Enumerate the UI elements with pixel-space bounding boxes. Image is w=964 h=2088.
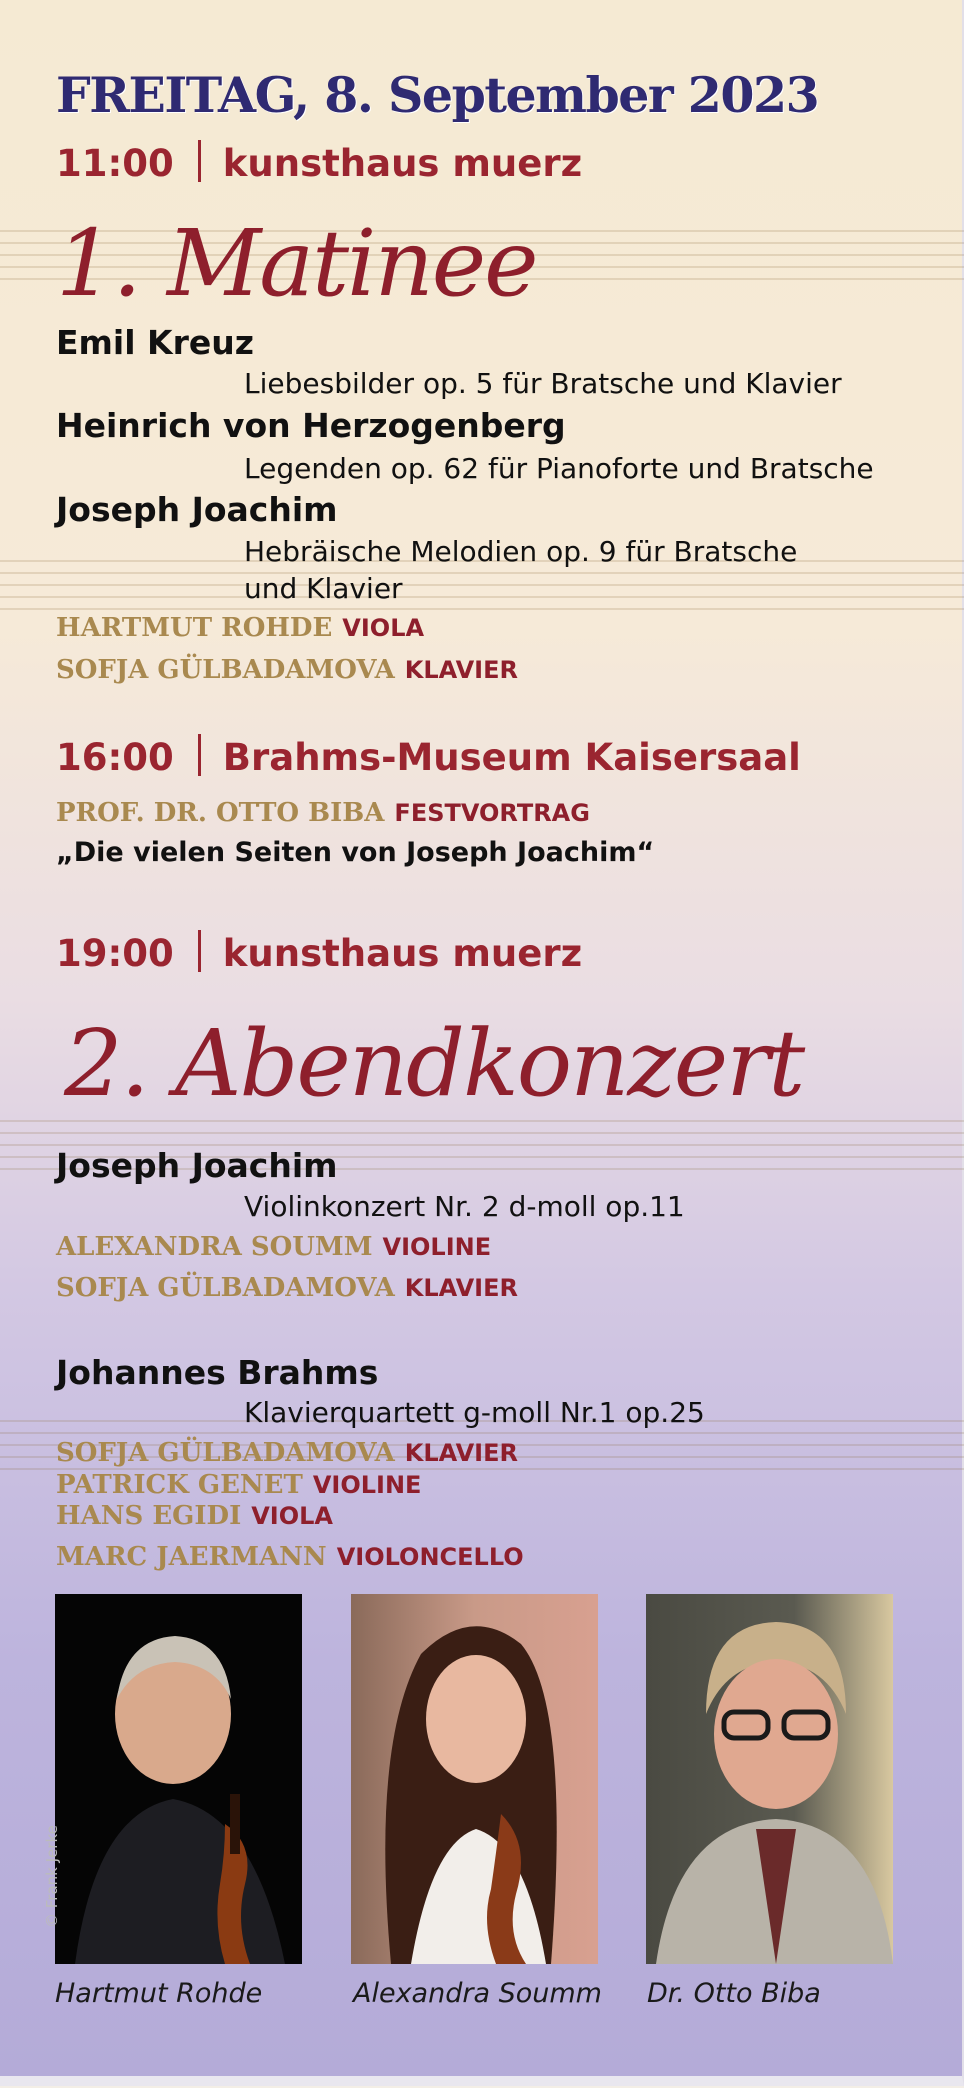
slot2-time: 16:00	[56, 736, 174, 779]
work-title: Legenden op. 62 für Pianoforte und Bratsche	[244, 452, 874, 485]
slot2-timeline	[56, 734, 801, 779]
performer-line	[56, 1470, 421, 1500]
portrait-illustration	[646, 1594, 893, 1964]
photo-otto-biba	[646, 1594, 893, 1964]
performer-instrument: VIOLINE	[312, 1471, 422, 1499]
lecture-speaker: PROF. DR. OTTO BIBA	[56, 798, 385, 828]
performer-instrument: VIOLA	[342, 614, 425, 642]
separator	[198, 734, 201, 776]
work-title-continued: und Klavier	[244, 572, 403, 605]
composer-name: Emil Kreuz	[56, 323, 254, 362]
portrait-illustration	[351, 1594, 598, 1964]
photo-caption: Dr. Otto Biba	[647, 1978, 821, 2009]
performer-line	[56, 1501, 333, 1531]
performer-line	[56, 1542, 524, 1572]
performer-line	[56, 613, 424, 643]
matinee-title: 1. Matinee	[56, 210, 537, 317]
performer-instrument: VIOLA	[251, 1502, 334, 1530]
performer-name: ALEXANDRA SOUMM	[56, 1232, 373, 1262]
slot3-venue: kunsthaus muerz	[222, 932, 583, 975]
slot3-time: 19:00	[56, 932, 174, 975]
composer-name: Joseph Joachim	[56, 1146, 338, 1185]
photo-credit: © Frank Jerke	[43, 1825, 61, 1928]
performer-name: SOFJA GÜLBADAMOVA	[56, 1438, 395, 1468]
performer-instrument: KLAVIER	[404, 1439, 518, 1467]
evening-concert-title: 2. Abendkonzert	[64, 1010, 804, 1117]
work-title: Hebräische Melodien op. 9 für Bratsche	[244, 535, 798, 568]
performer-line	[56, 1273, 518, 1303]
performer-name: SOFJA GÜLBADAMOVA	[56, 655, 395, 685]
performer-name: SOFJA GÜLBADAMOVA	[56, 1273, 395, 1303]
photo-caption: Alexandra Soumm	[353, 1978, 602, 2009]
slot1-timeline	[56, 140, 582, 185]
performer-line	[56, 1438, 518, 1468]
performer-instrument: KLAVIER	[404, 1274, 518, 1302]
work-title: Klavierquartett g-moll Nr.1 op.25	[244, 1396, 705, 1429]
photo-alexandra-soumm	[351, 1594, 598, 1964]
performer-name: HANS EGIDI	[56, 1501, 242, 1531]
event-date-heading: FREITAG, 8. September 2023	[56, 66, 819, 124]
music-staff-decoration	[0, 560, 964, 620]
slot2-venue: Brahms-Museum Kaisersaal	[222, 736, 801, 779]
work-title: Liebesbilder op. 5 für Bratsche und Klavier	[244, 367, 842, 400]
portrait-illustration	[55, 1594, 302, 1964]
performer-instrument: KLAVIER	[404, 656, 518, 684]
composer-name: Johannes Brahms	[56, 1353, 379, 1392]
performer-name: HARTMUT ROHDE	[56, 613, 333, 643]
work-title: Violinkonzert Nr. 2 d-moll op.11	[244, 1190, 685, 1223]
slot1-venue: kunsthaus muerz	[222, 142, 583, 185]
lecture-speaker-line	[56, 798, 590, 828]
composer-name: Heinrich von Herzogenberg	[56, 406, 566, 445]
lecture-title: „Die vielen Seiten von Joseph Joachim“	[56, 837, 655, 868]
performer-name: PATRICK GENET	[56, 1470, 303, 1500]
performer-name: MARC JAERMANN	[56, 1542, 327, 1572]
slot3-timeline	[56, 930, 582, 975]
photo-caption: Hartmut Rohde	[55, 1978, 263, 2009]
performer-line	[56, 655, 518, 685]
composer-name: Joseph Joachim	[56, 490, 338, 529]
photo-hartmut-rohde	[43, 1594, 302, 1964]
slot1-time: 11:00	[56, 142, 174, 185]
separator	[198, 140, 201, 182]
performer-line	[56, 1232, 491, 1262]
lecture-role: FESTVORTRAG	[394, 799, 590, 827]
performer-instrument: VIOLINE	[382, 1233, 492, 1261]
performer-instrument: VIOLONCELLO	[336, 1543, 524, 1571]
separator	[198, 930, 201, 972]
